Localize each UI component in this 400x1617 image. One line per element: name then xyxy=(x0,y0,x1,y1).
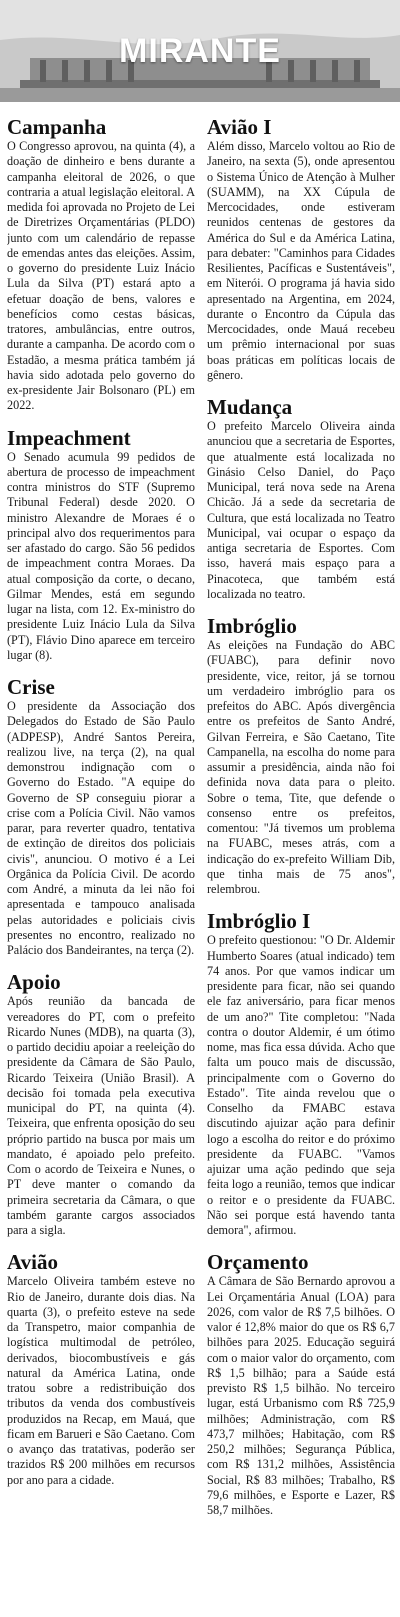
article-body: O presidente da Associação dos Delegados do Estado de São Paulo (ADPESP), André Santos Pereira, realizou live, na terça (2), na qual demonstrou indignação com o Governo do Estado. "A equipe do Governo de SP conseguiu piorar a crise com a Polícia Civil. Não vamos parar, para reverter quadro, tentativa de extinção de direitos dos policiais civis", anunciou. O motivo é a Lei Orgânica da Polícia Civil. De acordo com André, a minuta da lei não foi apresentada e tampouco analisada pelas autoridades e policiais civis presentes no encontro, realizado no Palácio dos Bandeirantes, na terça (2). xyxy=(7,699,195,957)
article-impeachment xyxy=(7,427,195,664)
article-mudanca xyxy=(207,396,395,602)
article-campanha xyxy=(7,116,195,414)
article-heading: Orçamento xyxy=(207,1250,309,1275)
article-body: O Congresso aprovou, na quinta (4), a doação de dinheiro e bens durante a campanha eleitoral de 2026, o que contraria a atual legislação eleitoral. A medida foi aprovada no Projeto de Lei de Diretrizes Orçamentárias (PLDO) junto com um calendário de repasse de emendas antes das eleições. Assim, o governo do presidente Luiz Inácio Lula da Silva (PT) estará apto a efetuar doação de bens, valores e benefícios como cestas básicas, tratores, ambulâncias, entre outros, durante a campanha. De acordo com o Estadão, a mesma prática também já havia sido adotada pelo governo do ex-presidente Jair Bolsonaro (PL) em 2022. xyxy=(7,139,195,413)
article-aviao-i xyxy=(207,116,395,383)
article-orcamento xyxy=(207,1251,395,1518)
section-title: MIRANTE xyxy=(119,32,281,70)
article-body: Após reunião da bancada de vereadores do PT, com o prefeito Ricardo Nunes (MDB), na quarta (3), o partido decidiu apoiar a reeleição do presidente da Câmara de São Paulo, Ricardo Teixeira (União Brasil). A decisão foi tomada pela executiva municipal do PT, na quinta (4). Teixeira, que enfrenta oposição do seu próprio partido na busca por mais um mandato, é apoiado pelo prefeito. Com o acordo de Teixeira e Nunes, o PT deve manter o comando da primeira secretaria da Câmara, o que também garante cargos associados para a sigla. xyxy=(7,994,195,1237)
article-crise xyxy=(7,676,195,958)
article-heading: Campanha xyxy=(7,116,107,139)
article-body: O prefeito questionou: "O Dr. Aldemir Humberto Soares (atual indicado) tem 74 anos. Por que vamos indicar um presidente para ficar, não sei quando ele faz aniversário, para ficar menos de um ano?" Tite completou: "Nada contra o doutor Aldemir, é um ótimo nome, mas fica essa dúvida. Acho que falta um pouco mais de discussão, principalmente com o Governo do Estado". Tite ainda revelou que o Conselho da FMABC estava discutindo ajuizar ação para definir logo a escolha do reitor e do próximo presidente da FUABC. "Vamos ajuizar uma ação pedindo que seja feita logo a reunião, temos que indicar o reitor e o presidente da FUABC. Não sei porque está havendo tanta demora", afirmou. xyxy=(207,933,395,1237)
right-column xyxy=(207,116,395,1611)
article-body: As eleições na Fundação do ABC (FUABC), para definir novo presidente, vice, reitor, já se tornou um verdadeiro imbróglio para os prefeitos do ABC. Após divergência entre os prefeitos de Santo André, Gilvan Ferreira, e São Caetano, Tite Campanella, na escolha do nome para assumir a presidência, ainda não foi definida nova data para o pleito. Sobre o tema, Tite, que defende o consenso entre os prefeitos, comentou: "Já tivemos um problema na FUABC, meses atrás, com a indicação do ex-prefeito William Dib, que tinha mais de 75 anos", relembrou. xyxy=(207,638,395,896)
article-body: O Senado acumula 99 pedidos de abertura de processo de impeachment contra ministros do STF (Supremo Tribunal Federal) desde 2020. O ministro Alexandre de Moraes é o principal alvo dos requerimentos para ser afastado do cargo. São 56 pedidos de impeachment contra Moraes. Da atual composição da corte, o decano, Gilmar Mendes, está em segundo lugar na lista, com 12. Ex-ministro do presidente Luiz Inácio Lula da Silva (PT), Flávio Dino aparece em terceiro lugar (8). xyxy=(7,449,195,662)
article-body: Além disso, Marcelo voltou ao Rio de Janeiro, na sexta (5), onde apresentou o Sistema Único de Atenção à Mulher (SUAMM), na XX Cúpula de Mercocidades, onde estiveram reunidos centenas de gestores da América do Sul e da América Latina, para debater: "Caminhos para Cidades Resilientes, Pacíficas e Sustentáveis", em Niterói. O programa já havia sido apresentado na Argentina, em 2024, durante o Encontro da Cúpula das Mercocidades, onde Mauá recebeu um prêmio internacional por suas boas práticas em políticas locais de gênero. xyxy=(207,139,395,382)
article-body: Marcelo Oliveira também esteve no Rio de Janeiro, durante dois dias. Na quarta (3), o prefeito esteve na sede da Transpetro, maior companhia de logística multimodal de petróleo, derivados, biocombustíveis e gás natural da América Latina, onde tratou sobre a redistribuição dos tributos da venda dos combustíveis produzidos na Recap, em Mauá, que ficam em Barueri e São Caetano. Com o avanço das tratativas, poderão ser trazidos R$ 200 milhões em recursos por ano para a cidade. xyxy=(7,1274,195,1487)
left-column xyxy=(7,116,195,1611)
article-imbroglio xyxy=(207,615,395,897)
article-heading: Crise xyxy=(7,675,55,699)
columns xyxy=(7,116,395,1611)
article-body: A Câmara de São Bernardo aprovou a Lei Orçamentária Anual (LOA) para 2026, com valor de R$ 7,5 bilhões. O valor é 12,8% maior do que os R$ 6,7 bilhões para 2025. Educação seguirá com o maior valor do orçamento, com R$ 1,5 bilhão; para a Saúde está previsto R$ 1,5 bilhão. No terceiro lugar, está Urbanismo com R$ 725,9 milhões; Administração, com R$ 473,7 milhões; Habitação, com R$ 250,2 milhões; Segurança Pública, com R$ 131,2 milhões, Assistência Social, R$ 83 milhões; Trabalho, R$ 79,6 milhões, e Esporte e Lazer, R$ 58,7 milhões. xyxy=(207,1274,395,1517)
article-body: O prefeito Marcelo Oliveira ainda anunciou que a secretaria de Esportes, que atualmente está localizada no Ginásio Celso Daniel, do Paço Municipal, terá nova sede na Arena Chicão. Já a sede da secretaria de Cultura, que está localizada no Teatro Municipal, vai ocupar o espaço da antiga secretaria de Esportes. Com isso, haverá mais espaço para a Pinacoteca, que também está localizada no teatro. xyxy=(207,419,395,601)
article-heading: Impeachment xyxy=(7,425,131,450)
article-heading: Avião I xyxy=(207,116,272,139)
article-heading: Imbróglio xyxy=(207,614,297,638)
article-heading: Imbróglio I xyxy=(207,909,311,934)
article-heading: Mudança xyxy=(207,395,293,419)
masthead xyxy=(0,0,400,102)
article-heading: Apoio xyxy=(7,970,61,995)
article-imbroglio-i xyxy=(207,910,395,1238)
article-aviao xyxy=(7,1251,195,1488)
article-heading: Avião xyxy=(7,1250,58,1275)
article-apoio xyxy=(7,971,195,1238)
